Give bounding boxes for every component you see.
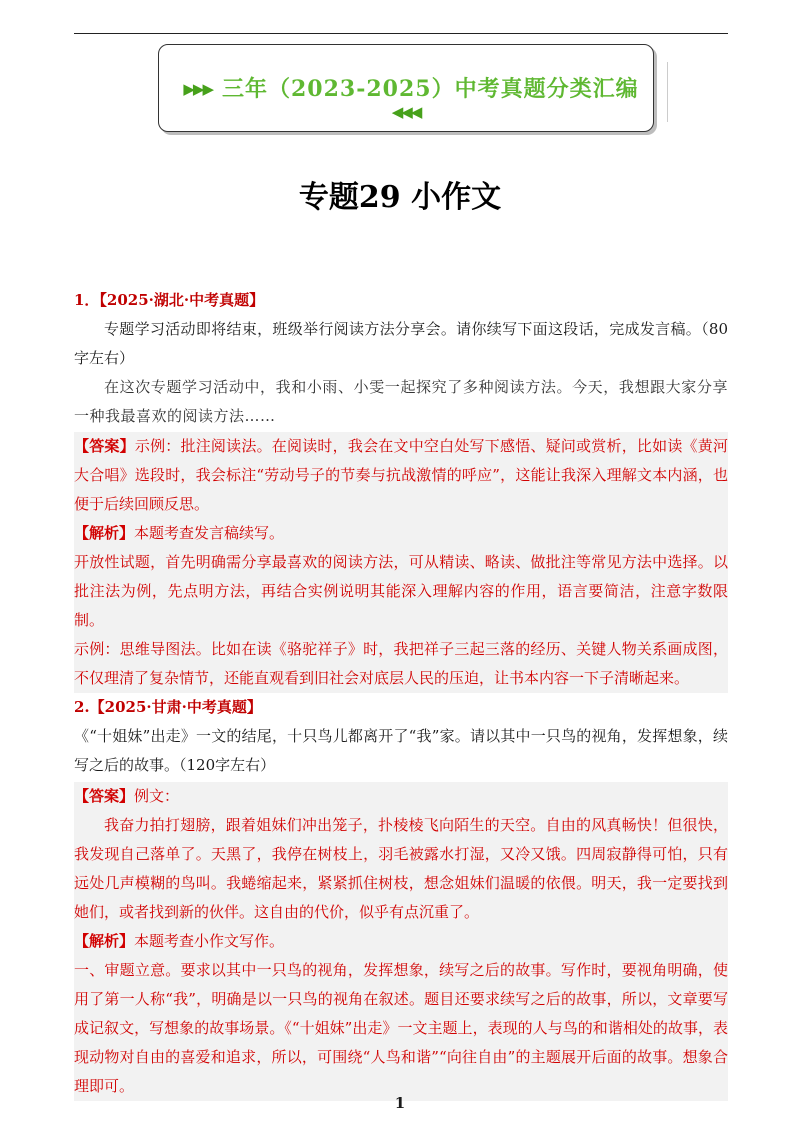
- document-body: [74, 286, 728, 1101]
- question-2-source: 2.【2025·甘肃·中考真题】: [74, 698, 262, 716]
- answer-text: 示例：批注阅读法。在阅读时，我会在文中空白处写下感悟、疑问或赏析，比如读《黄河大合唱》选段时，我会标注“劳动号子的节奏与抗战激情的呼应”，这能让我深入理解文本内涵，也便于后续回顾反思。: [74, 437, 728, 513]
- question-2-header: [74, 693, 728, 722]
- question-1-passage: 在这次专题学习活动中，我和小雨、小雯一起探究了多种阅读方法。今天，我想跟大家分享一种我最喜欢的阅读方法……: [74, 378, 728, 425]
- question-2-answer: [74, 782, 728, 811]
- question-2-essay: 我奋力拍打翅膀，跟着姐妹们冲出笼子，扑棱棱飞向陌生的天空。自由的风真畅快！但很快，我发现自己落单了。天黑了，我停在树枝上，羽毛被露水打湿，又冷又饿。四周寂静得可怕，只有远处几声模糊的鸟叫。我蜷缩起来，紧紧抓住树枝，想念姐妹们温暖的依偎。明天，我一定要找到她们，或者找到新的伙伴。这自由的代价，似乎有点沉重了。: [74, 816, 728, 921]
- question-1-source: 1．【2025·湖北·中考真题】: [74, 291, 265, 309]
- banner-side-line: [667, 62, 668, 122]
- banner-title: 三年（2023-2025）中考真题分类汇编: [222, 76, 639, 102]
- question-2-analysis-p1: 一、审题立意。要求以其中一只鸟的视角，发挥想象，续写之后的故事。写作时，要视角明确，使用了第一人称“我”，明确是以一只鸟的视角在叙述。题目还要求续写之后的故事，所以，文章要写成记叙文，写想象的故事场景。《“十姐妹”出走》一文主题上，表现的人与鸟的和谐相处的故事，表现动物对自由的喜爱和追求，所以，可围绕“人鸟和谐”“向往自由”的主题展开后面的故事。想象合理即可。: [74, 961, 728, 1095]
- header-rule: [74, 33, 728, 34]
- series-banner: [158, 44, 654, 132]
- answer-intro: 例文：: [134, 787, 180, 805]
- analysis-tag: 【解析】: [74, 524, 135, 542]
- analysis-intro: 本题考查发言稿续写。: [134, 524, 285, 542]
- arrows-left-icon: ◀◀◀: [391, 103, 421, 121]
- page-number: 1: [394, 1094, 406, 1112]
- question-1-answer: [74, 432, 728, 519]
- question-1-analysis-p1: 开放性试题，首先明确需分享最喜欢的阅读方法，可从精读、略读、做批注等常见方法中选择。以批注法为例，先点明方法，再结合实例说明其能深入理解内容的作用，语言要简洁，注意字数限制。: [74, 553, 728, 629]
- question-2-analysis: [74, 927, 728, 956]
- answer-tag: 【答案】: [74, 437, 135, 455]
- question-1-analysis-p2: 示例：思维导图法。比如在读《骆驼祥子》时，我把祥子三起三落的经历、关键人物关系画成图，不仅理清了复杂情节，还能直观看到旧社会对底层人民的压迫，让书本内容一下子清晰起来。: [74, 640, 728, 687]
- answer-tag: 【答案】: [74, 787, 135, 805]
- question-1-header: [74, 286, 728, 315]
- page-title: 专题29 小作文: [298, 180, 502, 215]
- question-1-prompt: 专题学习活动即将结束，班级举行阅读方法分享会。请你续写下面这段话，完成发言稿。（80字左右）: [74, 320, 728, 367]
- question-1-answer-block: [74, 432, 728, 693]
- question-2-prompt: 《“十姐妹”出走》一文的结尾，十只鸟儿都离开了“我”家。请以其中一只鸟的视角，发挥想象，续写之后的故事。（120字左右）: [74, 727, 728, 774]
- analysis-intro: 本题考查小作文写作。: [134, 932, 285, 950]
- question-2-answer-block: [74, 782, 728, 1101]
- question-1-analysis: [74, 519, 728, 548]
- analysis-tag: 【解析】: [74, 932, 135, 950]
- arrows-right-icon: ▶▶▶: [183, 80, 212, 98]
